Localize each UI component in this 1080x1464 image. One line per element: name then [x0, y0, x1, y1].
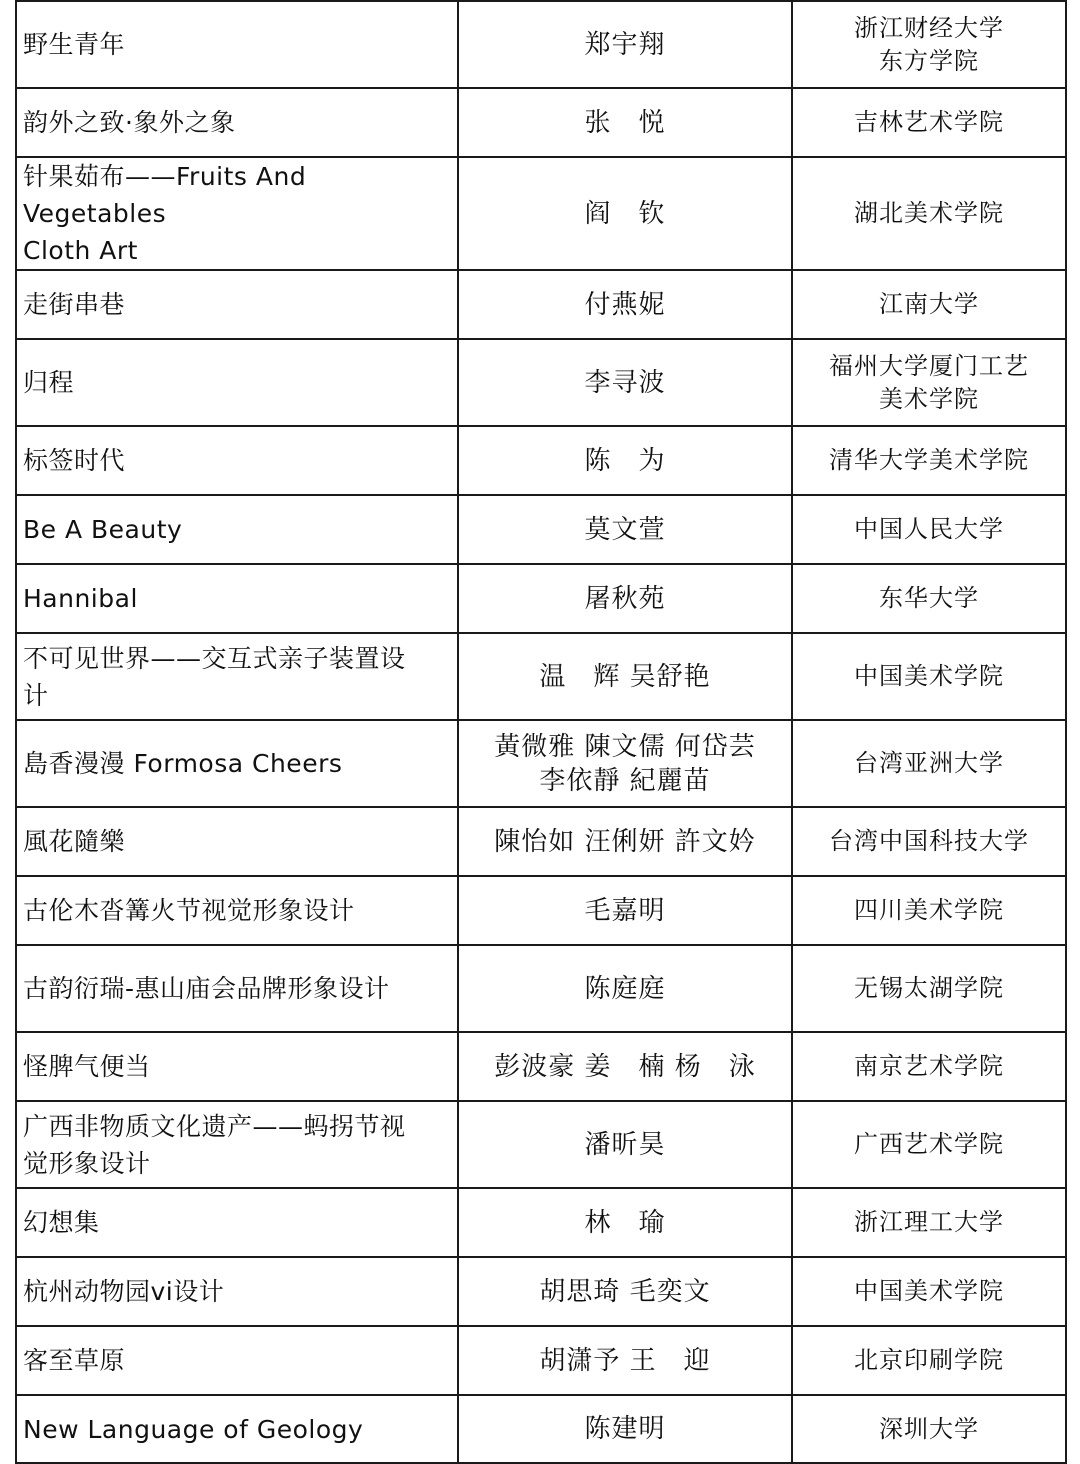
work-title: Hannibal — [23, 584, 138, 613]
school-name: 吉林艺术学院 — [854, 108, 1004, 136]
work-title-cell — [16, 1101, 458, 1188]
school-name: 浙江理工大学 — [854, 1208, 1004, 1236]
author-names: 黃微雅 陳文儒 何岱芸 李依靜 紀麗苗 — [494, 731, 756, 796]
work-title-cell — [16, 1257, 458, 1326]
author-names: 李寻波 — [584, 367, 666, 398]
work-title: 野生青年 — [23, 30, 126, 59]
school-name: 中国美术学院 — [854, 662, 1004, 690]
school-name: 南京艺术学院 — [854, 1052, 1004, 1080]
author-cell — [458, 807, 792, 876]
school-cell — [792, 1101, 1066, 1188]
work-title: 韵外之致·象外之象 — [23, 108, 236, 137]
author-cell — [458, 945, 792, 1032]
school-cell — [792, 1, 1066, 88]
author-cell — [458, 426, 792, 495]
author-names: 郑宇翔 — [584, 29, 666, 60]
school-cell — [792, 495, 1066, 564]
work-title-cell — [16, 876, 458, 945]
school-cell — [792, 720, 1066, 807]
author-names: 莫文萱 — [584, 514, 666, 545]
school-cell — [792, 426, 1066, 495]
author-cell — [458, 339, 792, 426]
author-names: 胡思琦 毛奕文 — [539, 1276, 711, 1307]
author-names: 温 辉 吴舒艳 — [539, 661, 711, 692]
work-title-cell — [16, 807, 458, 876]
school-name: 广西艺术学院 — [854, 1130, 1004, 1158]
author-cell — [458, 157, 792, 270]
table-row — [16, 633, 1066, 720]
school-cell — [792, 1032, 1066, 1101]
school-cell — [792, 157, 1066, 270]
school-cell — [792, 1188, 1066, 1257]
school-name: 台湾亚洲大学 — [854, 749, 1004, 777]
school-cell — [792, 339, 1066, 426]
author-names: 陈 为 — [584, 445, 666, 476]
table-row — [16, 426, 1066, 495]
table-row — [16, 1395, 1066, 1463]
work-title: 广西非物质文化遗产——蚂拐节视 觉形象设计 — [23, 1111, 406, 1178]
author-cell — [458, 564, 792, 633]
work-title: 怪脾气便当 — [23, 1052, 151, 1081]
author-cell — [458, 876, 792, 945]
table-row — [16, 1101, 1066, 1188]
work-title: 针果茹布——Fruits And Vegetables Cloth Art — [23, 162, 307, 265]
author-names: 张 悦 — [584, 107, 666, 138]
school-name: 清华大学美术学院 — [829, 446, 1029, 474]
work-title: 古伦木沓篝火节视觉形象设计 — [23, 896, 355, 925]
table-row — [16, 270, 1066, 339]
school-name: 江南大学 — [879, 290, 979, 318]
author-names: 彭波豪 姜 楠 杨 泳 — [494, 1051, 756, 1082]
work-title-cell — [16, 157, 458, 270]
school-name: 台湾中国科技大学 — [829, 827, 1029, 855]
work-title-cell — [16, 564, 458, 633]
work-title: 客至草原 — [23, 1346, 126, 1375]
author-cell — [458, 1257, 792, 1326]
author-cell — [458, 495, 792, 564]
school-cell — [792, 88, 1066, 157]
table-row — [16, 1, 1066, 88]
author-cell — [458, 720, 792, 807]
author-cell — [458, 1032, 792, 1101]
school-cell — [792, 1395, 1066, 1463]
table-row — [16, 1257, 1066, 1326]
author-cell — [458, 88, 792, 157]
work-title-cell — [16, 270, 458, 339]
table-row — [16, 495, 1066, 564]
author-names: 毛嘉明 — [584, 895, 666, 926]
work-title: 不可见世界——交互式亲子装置设 计 — [23, 643, 406, 710]
school-name: 中国人民大学 — [854, 515, 1004, 543]
work-title: 杭州动物园vi设计 — [23, 1277, 225, 1306]
school-name: 湖北美术学院 — [854, 199, 1004, 227]
school-cell — [792, 633, 1066, 720]
table-row — [16, 945, 1066, 1032]
school-cell — [792, 945, 1066, 1032]
author-names: 付燕妮 — [584, 289, 666, 320]
work-title-cell — [16, 1032, 458, 1101]
work-title-cell — [16, 1, 458, 88]
table-row — [16, 876, 1066, 945]
work-title-cell — [16, 495, 458, 564]
author-names: 陈庭庭 — [584, 973, 666, 1004]
work-title: Be A Beauty — [23, 515, 183, 544]
school-cell — [792, 1326, 1066, 1395]
work-title: 标签时代 — [23, 446, 126, 475]
table-row — [16, 157, 1066, 270]
work-title: 幻想集 — [23, 1208, 100, 1237]
work-title-cell — [16, 720, 458, 807]
work-title: 島香漫漫 Formosa Cheers — [23, 749, 343, 778]
school-name: 中国美术学院 — [854, 1277, 1004, 1305]
work-title-cell — [16, 945, 458, 1032]
work-title-cell — [16, 1326, 458, 1395]
school-name: 四川美术学院 — [854, 896, 1004, 924]
school-cell — [792, 270, 1066, 339]
author-names: 阎 钦 — [584, 198, 666, 229]
table-row — [16, 88, 1066, 157]
author-names: 胡潇予 王 迎 — [539, 1345, 711, 1376]
school-name: 福州大学厦门工艺 美术学院 — [829, 351, 1029, 413]
table-row — [16, 807, 1066, 876]
work-title-cell — [16, 426, 458, 495]
award-list-sheet — [15, 0, 1065, 1464]
table-row — [16, 720, 1066, 807]
school-cell — [792, 1257, 1066, 1326]
award-list-body — [16, 1, 1066, 1463]
author-names: 陳怡如 汪俐妍 許文妗 — [494, 826, 756, 857]
school-name: 无锡太湖学院 — [854, 974, 1004, 1002]
table-row — [16, 1032, 1066, 1101]
author-names: 陈建明 — [584, 1414, 666, 1444]
author-names: 潘昕昊 — [584, 1129, 666, 1160]
work-title: 归程 — [23, 368, 75, 397]
table-row — [16, 564, 1066, 633]
work-title-cell — [16, 633, 458, 720]
school-name: 浙江财经大学 东方学院 — [854, 13, 1004, 75]
work-title-cell — [16, 1395, 458, 1463]
work-title: 風花隨樂 — [23, 827, 126, 856]
author-cell — [458, 270, 792, 339]
school-cell — [792, 876, 1066, 945]
work-title: 古韵衍瑞-惠山庙会品牌形象设计 — [23, 974, 390, 1003]
table-row — [16, 339, 1066, 426]
work-title: 走街串巷 — [23, 290, 126, 319]
table-row — [16, 1326, 1066, 1395]
author-names: 林 瑜 — [584, 1207, 666, 1238]
author-cell — [458, 1395, 792, 1463]
author-cell — [458, 1, 792, 88]
author-cell — [458, 1101, 792, 1188]
work-title-cell — [16, 88, 458, 157]
author-cell — [458, 633, 792, 720]
school-name: 东华大学 — [879, 584, 979, 612]
author-cell — [458, 1188, 792, 1257]
work-title-cell — [16, 1188, 458, 1257]
school-name: 北京印刷学院 — [854, 1346, 1004, 1374]
author-cell — [458, 1326, 792, 1395]
work-title: New Language of Geology — [23, 1414, 364, 1444]
author-names: 屠秋苑 — [584, 583, 666, 614]
school-cell — [792, 564, 1066, 633]
school-cell — [792, 807, 1066, 876]
award-list-table — [15, 0, 1067, 1464]
table-row — [16, 1188, 1066, 1257]
school-name: 深圳大学 — [879, 1414, 979, 1443]
work-title-cell — [16, 339, 458, 426]
